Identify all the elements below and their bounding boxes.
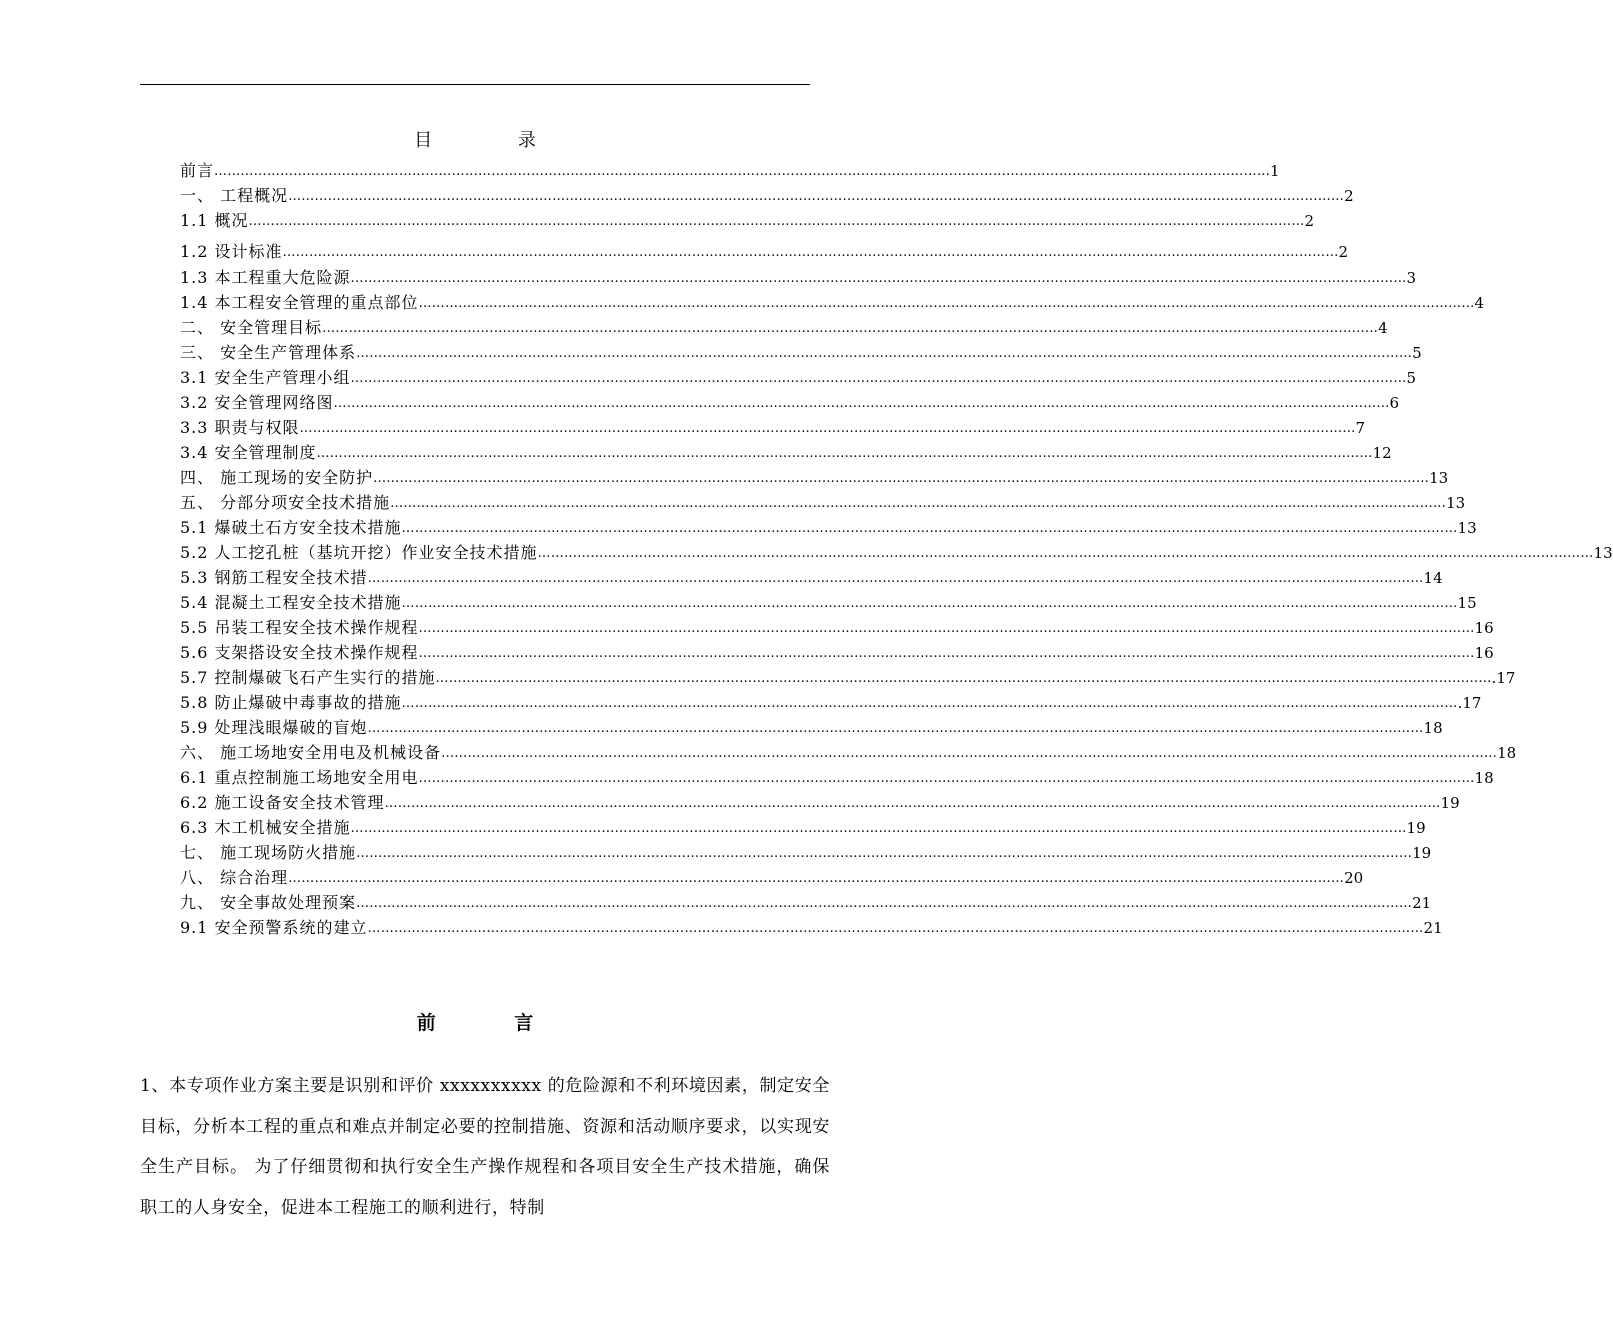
toc-leader-dots: …………………………………………………………………………………………………………………………………………………………………………………………………………………… — [367, 921, 1424, 936]
toc-entry-page: 18 — [1423, 719, 1443, 737]
toc-entry — [180, 567, 1443, 589]
toc-entry-label: 1.1 概况 — [180, 211, 249, 230]
toc-entry — [180, 742, 1517, 764]
toc-title: 目 录 — [414, 130, 576, 151]
toc-entry-label: 6.1 重点控制施工场地安全用电 — [180, 768, 419, 787]
toc-entry-label: 5.8 防止爆破中毒事故的措施 — [180, 693, 402, 712]
header-rule — [140, 84, 810, 85]
toc-leader-dots: …………………………………………………………………………………………………………………………………………………………………………………………………………………… — [288, 189, 1345, 204]
toc-leader-dots: …………………………………………………………………………………………………………………………………………………………………………………………………………………… — [401, 596, 1458, 611]
toc-entry-label: 3.2 安全管理网络图 — [180, 393, 334, 412]
toc-entry-label: 三、 安全生产管理体系 — [180, 343, 357, 362]
toc-leader-dots: …………………………………………………………………………………………………………………………………………………………………………………………………………………… — [248, 214, 1305, 229]
toc-entry-page: 19 — [1440, 794, 1460, 812]
toc-leader-dots: …………………………………………………………………………………………………………………………………………………………………………………………………………………… — [367, 571, 1424, 586]
toc-entry-page: .17 — [1491, 669, 1516, 687]
toc-entry-page: 21 — [1412, 894, 1432, 912]
toc-entry-label: 5.1 爆破土石方安全技术措施 — [180, 518, 402, 537]
toc-entry — [180, 542, 1613, 564]
toc-entry-page: 19 — [1406, 819, 1426, 837]
toc-leader-dots: …………………………………………………………………………………………………………………………………………………………………………………………………………………… — [384, 796, 1441, 811]
toc-entry-page: .17 — [1457, 694, 1482, 712]
toc-entry — [180, 210, 1315, 232]
toc-entry — [180, 667, 1516, 689]
toc-leader-dots: …………………………………………………………………………………………………………………………………………………………………………………………………………………… — [214, 164, 1271, 179]
toc-entry-page: 5 — [1412, 344, 1422, 362]
toc-entry-label: 5.3 钢筋工程安全技术措 — [180, 568, 368, 587]
toc-entry-label: 四、 施工现场的安全防护 — [180, 468, 374, 487]
toc-leader-dots: …………………………………………………………………………………………………………………………………………………………………………………………………………………… — [418, 646, 1475, 661]
toc-leader-dots: …………………………………………………………………………………………………………………………………………………………………………………………………………………… — [356, 846, 1413, 861]
toc-entry-label: 二、 安全管理目标 — [180, 318, 323, 337]
toc-entry-page: 12 — [1372, 444, 1392, 462]
toc-entry — [180, 692, 1482, 714]
toc-entry-label: 八、 综合治理 — [180, 868, 289, 887]
toc-leader-dots: …………………………………………………………………………………………………………………………………………………………………………………………………………………… — [373, 471, 1430, 486]
toc-leader-dots: …………………………………………………………………………………………………………………………………………………………………………………………………………………… — [401, 521, 1458, 536]
toc-entry-page: 13 — [1593, 544, 1613, 562]
toc-entry — [180, 317, 1388, 339]
toc-entry-page: 13 — [1429, 469, 1449, 487]
toc-entry-page: 2 — [1338, 243, 1349, 261]
toc-entry — [180, 842, 1432, 864]
toc-entry-page: 4 — [1474, 294, 1485, 312]
toc-entry — [180, 517, 1477, 539]
toc-leader-dots: …………………………………………………………………………………………………………………………………………………………………………………………………………………… — [299, 421, 1356, 436]
toc-entry — [180, 241, 1349, 263]
toc-entry — [180, 417, 1366, 439]
toc-leader-dots: …………………………………………………………………………………………………………………………………………………………………………………………………………………… — [390, 496, 1447, 511]
toc-entry — [180, 160, 1280, 182]
toc-entry-page: 14 — [1423, 569, 1443, 587]
toc-entry-page: 13 — [1457, 519, 1477, 537]
toc-entry-label: 5.9 处理浅眼爆破的盲炮 — [180, 718, 368, 737]
toc-leader-dots: …………………………………………………………………………………………………………………………………………………………………………………………………………………… — [418, 771, 1475, 786]
toc-entry-page: 2 — [1304, 212, 1315, 230]
toc-entry-page: 1 — [1270, 162, 1280, 180]
toc-entry — [180, 185, 1354, 207]
toc-entry — [180, 392, 1400, 414]
preface-title: 前 言 — [416, 1012, 570, 1034]
preface-paragraph: 1、本专项作业方案主要是识别和评价 xxxxxxxxxx 的危险源和不利环境因素，制定安全目标，分析本工程的重点和难点并制定必要的控制措施、资源和活动顺序要求，以实现安全生产目标。 为了仔细贯彻和执行安全生产操作规程和各项目安全生产技术措施，确保职工的人身安全，促进本工程施工的顺利进行，特制 — [140, 1076, 830, 1218]
toc-entry-page: 2 — [1344, 187, 1354, 205]
toc-entry-label: 一、 工程概况 — [180, 186, 289, 205]
toc-entry-label: 九、 安全事故处理预案 — [180, 893, 357, 912]
toc-leader-dots: …………………………………………………………………………………………………………………………………………………………………………………………………………………… — [537, 546, 1594, 561]
toc-leader-dots: …………………………………………………………………………………………………………………………………………………………………………………………………………………… — [356, 896, 1413, 911]
toc-entry-label: 6.2 施工设备安全技术管理 — [180, 793, 385, 812]
toc-entry — [180, 592, 1477, 614]
toc-leader-dots: …………………………………………………………………………………………………………………………………………………………………………………………………………………… — [401, 696, 1458, 711]
toc-entry-label: 5.2 人工挖孔桩（基坑开挖）作业安全技术措施 — [180, 543, 538, 562]
toc-entry-page: 13 — [1446, 494, 1466, 512]
toc-leader-dots: …………………………………………………………………………………………………………………………………………………………………………………………………………………… — [333, 396, 1390, 411]
toc-leader-dots: …………………………………………………………………………………………………………………………………………………………………………………………………………………… — [350, 821, 1407, 836]
toc-leader-dots: …………………………………………………………………………………………………………………………………………………………………………………………………………………… — [367, 721, 1424, 736]
toc-entry-page: 16 — [1474, 644, 1494, 662]
toc-entry-label: 5.4 混凝土工程安全技术措施 — [180, 593, 402, 612]
toc-entry-page: 19 — [1412, 844, 1432, 862]
toc-entry-label: 5.7 控制爆破飞石产生实行的措施 — [180, 668, 436, 687]
toc-entry-page: 15 — [1457, 594, 1477, 612]
toc-entry-label: 前言 — [180, 161, 215, 180]
toc-entry — [180, 442, 1392, 464]
toc-entry-label: 3.3 职责与权限 — [180, 418, 300, 437]
toc-entry — [180, 617, 1494, 639]
toc-entry — [180, 817, 1426, 839]
toc-leader-dots: …………………………………………………………………………………………………………………………………………………………………………………………………………………… — [350, 271, 1407, 286]
toc-entry-page: 5 — [1406, 369, 1417, 387]
toc-entry-label: 3.4 安全管理制度 — [180, 443, 317, 462]
toc-entry-page: 21 — [1423, 919, 1443, 937]
toc-entry-label: 9.1 安全预警系统的建立 — [180, 918, 368, 937]
toc-entry-label: 六、 施工场地安全用电及机械设备 — [180, 743, 442, 762]
toc-entry — [180, 642, 1494, 664]
toc-entry — [180, 292, 1485, 314]
toc-entry-label: 6.3 木工机械安全措施 — [180, 818, 351, 837]
toc-entry-label: 1.4 本工程安全管理的重点部位 — [180, 293, 419, 312]
toc-entry — [180, 267, 1417, 289]
toc-entry-label: 5.6 支架搭设安全技术操作规程 — [180, 643, 419, 662]
toc-leader-dots: …………………………………………………………………………………………………………………………………………………………………………………………………………………… — [282, 245, 1339, 260]
toc-leader-dots: …………………………………………………………………………………………………………………………………………………………………………………………………………………… — [418, 296, 1475, 311]
toc-entry — [180, 467, 1449, 489]
toc-leader-dots: …………………………………………………………………………………………………………………………………………………………………………………………………………………… — [418, 621, 1475, 636]
toc-leader-dots: …………………………………………………………………………………………………………………………………………………………………………………………………………………… — [322, 321, 1379, 336]
toc-entry — [180, 867, 1364, 889]
toc-entry-page: 18 — [1474, 769, 1494, 787]
toc-entry-label: 1.3 本工程重大危险源 — [180, 268, 351, 287]
toc-entry-page: 20 — [1344, 869, 1364, 887]
toc-entry-page: 4 — [1378, 319, 1388, 337]
toc-entry-label: 5.5 吊装工程安全技术操作规程 — [180, 618, 419, 637]
toc-entry — [180, 792, 1460, 814]
toc-entry-page: 7 — [1355, 419, 1366, 437]
toc-entry — [180, 917, 1443, 939]
toc-leader-dots: …………………………………………………………………………………………………………………………………………………………………………………………………………………… — [441, 746, 1498, 761]
toc-entry-label: 五、 分部分项安全技术措施 — [180, 493, 391, 512]
toc-entry — [180, 367, 1417, 389]
toc-entry — [180, 342, 1422, 364]
toc-entry — [180, 492, 1466, 514]
toc-entry-page: 16 — [1474, 619, 1494, 637]
toc-entry-label: 1.2 设计标准 — [180, 242, 283, 261]
toc-leader-dots: …………………………………………………………………………………………………………………………………………………………………………………………………………………… — [356, 346, 1413, 361]
toc-leader-dots: …………………………………………………………………………………………………………………………………………………………………………………………………………………… — [288, 871, 1345, 886]
toc-entry — [180, 767, 1494, 789]
toc-leader-dots: …………………………………………………………………………………………………………………………………………………………………………………………………………………… — [350, 371, 1407, 386]
toc-entry — [180, 892, 1432, 914]
toc-entry-page: 18 — [1497, 744, 1517, 762]
toc-entry-page: 6 — [1389, 394, 1400, 412]
toc-leader-dots: …………………………………………………………………………………………………………………………………………………………………………………………………………………… — [435, 671, 1492, 686]
toc-leader-dots: …………………………………………………………………………………………………………………………………………………………………………………………………………………… — [316, 446, 1373, 461]
toc-entry — [180, 717, 1443, 739]
toc-entry-label: 七、 施工现场防火措施 — [180, 843, 357, 862]
toc-entry-label: 3.1 安全生产管理小组 — [180, 368, 351, 387]
toc-entry-page: 3 — [1406, 269, 1417, 287]
